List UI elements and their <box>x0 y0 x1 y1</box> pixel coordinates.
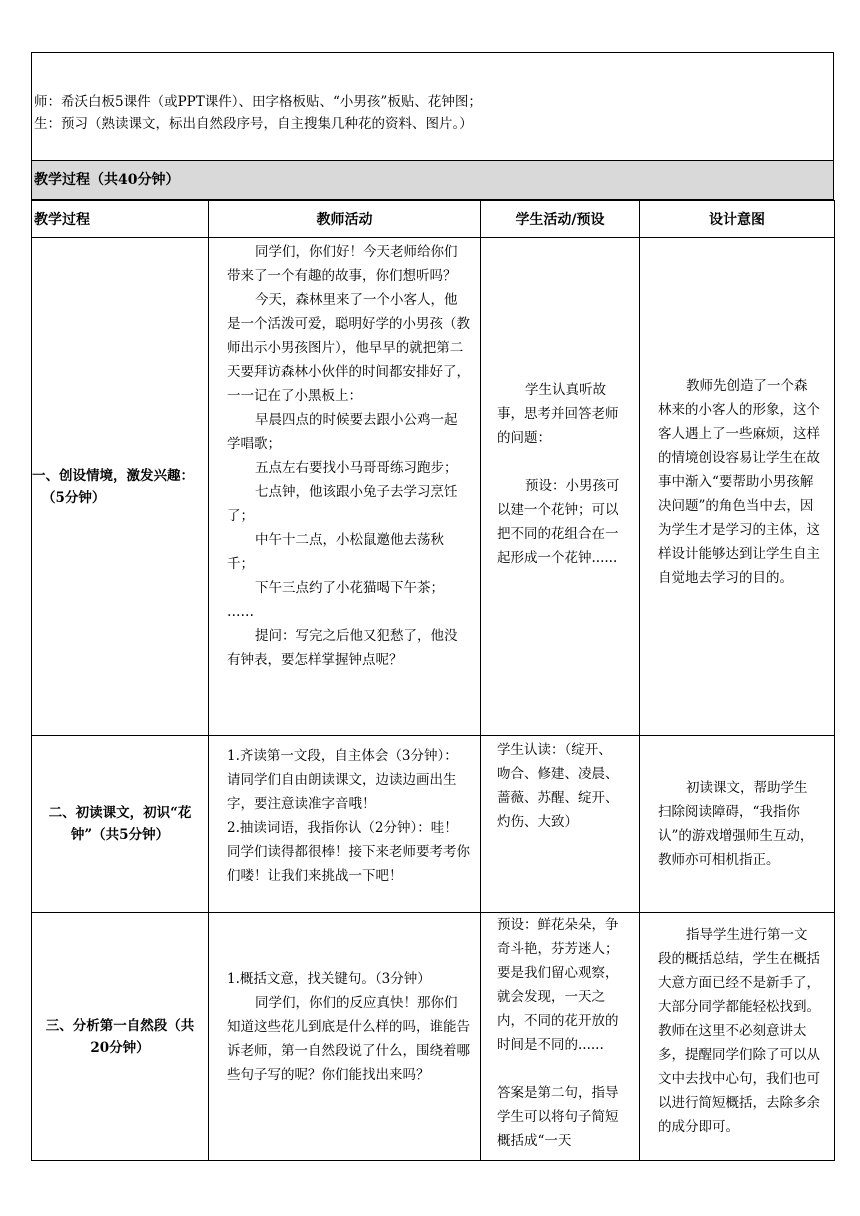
table-row <box>32 736 835 913</box>
intent-paragraph: 教师先创造了一个森林来的小客人的形象，这个客人遇上了一些麻烦，这样的情境创设容易让学生在故事中渐入“要帮助小男孩解决问题”的角色当中去，因为学生才是学习的主体，这样设计能够达到让学生自主自觉地去学习的目的。 <box>658 378 820 586</box>
intent-paragraph: 初读课文，帮助学生扫除阅读障碍，“我指你认”的游戏增强师生互动，教师亦可相机指正。 <box>658 780 814 868</box>
teacher-paragraph: 1.齐读第一文段，自主体会（3分钟）：请同学们自由朗读课文，边读边画出生字，要注意读准字音哦！ <box>227 748 458 812</box>
intent-paragraph: 指导学生进行第一文段的概括总结，学生在概括大意方面已经不是新手了，大部分同学都能轻松找到。教师在这里不必刻意讲太多，提醒同学们除了可以从文中去找中心句，我们也可以进行简短概括，去除多余的成分即可。 <box>658 927 820 1135</box>
student-paragraph: 学生认读：（绽开、吻合、修建、凌晨、蔷薇、苏醒、绽开、灼伤、大致） <box>497 742 619 830</box>
teacher-paragraph: 同学们，你们的反应真快！那你们知道这些花儿到底是什么样的吗，谁能告诉老师，第一自然段说了什么，围绕着哪些句子写的呢？你们能找出来吗？ <box>227 995 470 1083</box>
process-table <box>31 200 835 1161</box>
student-paragraph: 预设：鲜花朵朵，争奇斗艳，芬芳迷人；要是我们留心观察，就会发现，一天之内，不同的花开放的时间是不同的...... <box>497 917 619 1053</box>
stage-title: 三、分析第一自然段（共 <box>45 1017 195 1034</box>
stage-title: 二、初读课文，初识“花 <box>48 805 192 821</box>
table-header-row <box>32 201 835 238</box>
design-intent-cell <box>640 913 835 1161</box>
teacher-paragraph: 1.概括文意，找关键句。（3分钟） <box>227 971 431 987</box>
student-activity-cell <box>481 736 640 913</box>
teacher-paragraph: 下午三点约了小花猫喝下午茶； <box>255 580 444 596</box>
teacher-paragraph: 同学们，你们好！今天老师给你们带来了一个有趣的故事，你们想听吗？ <box>227 244 458 284</box>
teacher-activity-cell <box>209 736 481 913</box>
column-header-teacher: 教师活动 <box>209 201 481 238</box>
student-activity-cell <box>481 238 640 736</box>
teacher-activity-cell <box>209 238 481 736</box>
stage-duration: 20分钟） <box>90 1039 150 1056</box>
teacher-paragraph: 2.抽读词语，我指你认（2分钟）：哇！同学们读得都很棒！接下来老师要考考你们喽！让我们来挑战一下吧！ <box>227 820 470 884</box>
design-intent-cell <box>640 238 835 736</box>
column-header-stage: 教学过程 <box>32 201 209 238</box>
teacher-paragraph: 今天，森林里来了一个小客人，他是一个活泼可爱，聪明好学的小男孩（教师出示小男孩图片），他早早的就把第二天要拜访森林小伙伴的时间都安排好了，一一记在了小黑板上： <box>227 292 470 404</box>
column-header-student: 学生活动/预设 <box>481 201 640 238</box>
stage-duration: 钟”（共5分钟） <box>70 827 170 843</box>
teacher-activity-cell <box>209 913 481 1161</box>
column-header-intent: 设计意图 <box>640 201 835 238</box>
teacher-paragraph: 中午十二点，小松鼠邀他去荡秋千； <box>227 532 444 572</box>
teacher-paragraph: 五点左右要找小马哥哥练习跑步； <box>255 460 458 476</box>
student-preparation: 生：预习（熟读课文，标出自然段序号，自主搜集几种花的资料、图片。） <box>34 116 473 132</box>
teacher-paragraph: …… <box>227 604 254 620</box>
student-paragraph: 学生认真听故事，思考并回答老师的问题： <box>497 382 619 446</box>
teacher-paragraph: 提问：写完之后他又犯愁了，他没有钟表，要怎样掌握钟点呢？ <box>227 628 458 668</box>
stage-cell <box>32 913 209 1161</box>
section-title: 教学过程（共40分钟） <box>31 161 834 200</box>
student-paragraph: 预设：小男孩可以建一个花钟；可以把不同的花组合在一起形成一个花钟...... <box>497 478 620 566</box>
table-row <box>32 913 835 1161</box>
preparation-box <box>31 52 834 161</box>
teacher-preparation: 师：希沃白板5课件（或PPT课件）、田字格板贴、“小男孩”板贴、花钟图； <box>34 94 482 110</box>
student-activity-cell <box>481 913 640 1161</box>
stage-cell <box>32 736 209 913</box>
teacher-paragraph: 早晨四点的时候要去跟小公鸡一起学唱歌； <box>227 412 458 452</box>
stage-cell <box>32 238 209 736</box>
student-paragraph: 答案是第二句，指导学生可以将句子简短概括成“一天 <box>497 1085 619 1149</box>
table-row <box>32 238 835 736</box>
design-intent-cell <box>640 736 835 913</box>
lesson-plan-page <box>31 52 834 1161</box>
teacher-paragraph: 七点钟，他该跟小兔子去学习烹饪了； <box>227 484 458 524</box>
stage-title: 一、创设情境，激发兴趣： <box>32 467 194 484</box>
stage-duration: （5分钟） <box>42 489 106 506</box>
